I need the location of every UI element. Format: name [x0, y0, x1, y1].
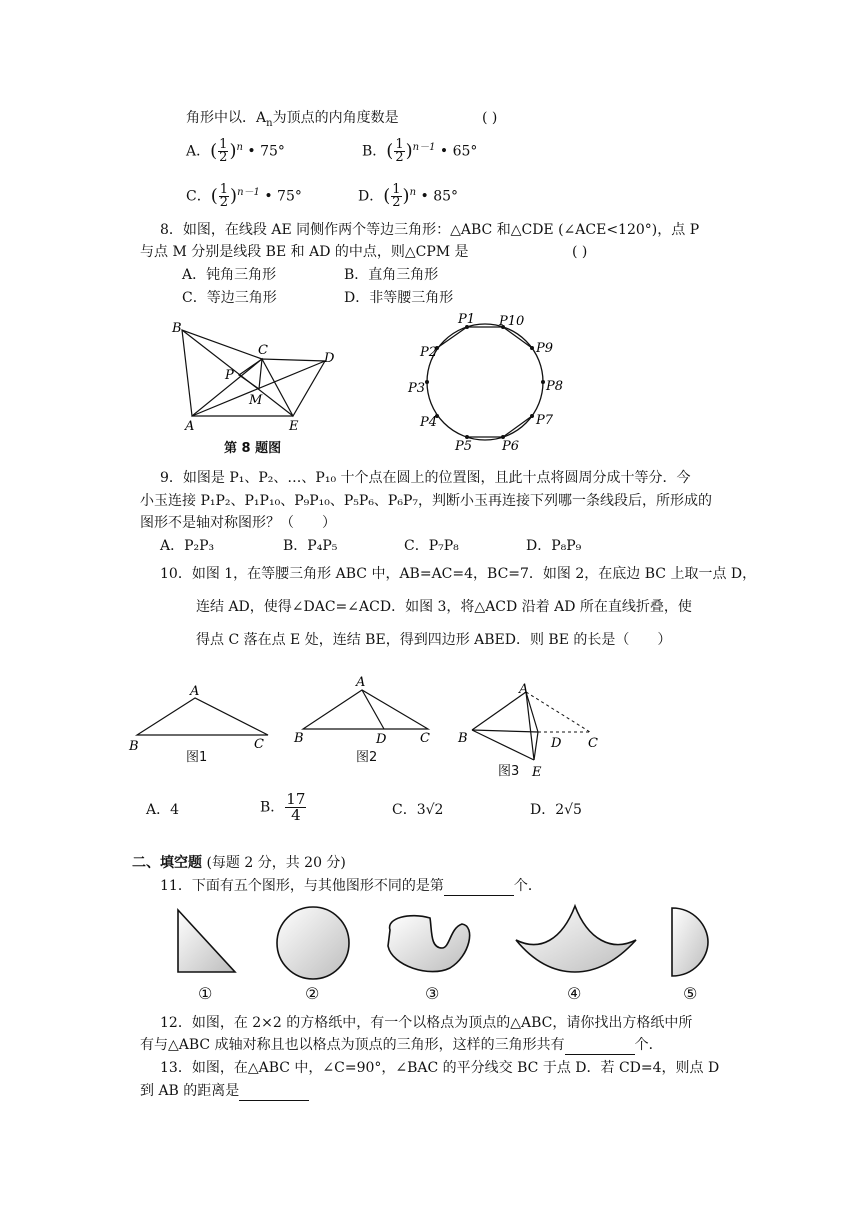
- q11-shape-semicircle: [672, 908, 708, 976]
- q10-line3: 得点 C 落在点 E 处，连结 BE，得到四边形 ABED．则 BE 的长是（ ）: [196, 632, 672, 648]
- q8-line2: 与点 M 分别是线段 BE 和 AD 的中点，则△CPM 是: [140, 244, 469, 260]
- q9-label-p1: P1: [458, 312, 476, 327]
- q11-shape-crescent: [388, 916, 470, 972]
- svg-text:B: B: [458, 731, 468, 746]
- q8-label-m: M: [249, 393, 263, 408]
- q9-option-d: D．P₈P₉: [526, 538, 582, 554]
- q8-label-c: C: [258, 343, 268, 358]
- q9-label-p5: P5: [455, 439, 473, 454]
- svg-text:C: C: [588, 736, 598, 751]
- q11-num-4: ④: [567, 984, 582, 1003]
- q13-line2: 到 AB 的距离是: [140, 1081, 309, 1101]
- q9-option-c: C．P₇P₈: [404, 538, 459, 554]
- q8-option-c: C．等边三角形: [182, 290, 277, 306]
- q11-num-1: ①: [198, 984, 213, 1003]
- q11-num-3: ③: [425, 984, 440, 1003]
- q8-label-e: E: [289, 419, 299, 434]
- q10-line2: 连结 AD，使得∠DAC=∠ACD．如图 3，将△ACD 沿着 AD 所在直线折叠，使: [196, 599, 692, 615]
- q10-fig2-caption: 图2: [356, 750, 378, 765]
- q11-shapes: [160, 900, 720, 982]
- svg-text:A: A: [190, 684, 200, 699]
- q7-option-c: C．( $\frac{1}{2}$ )$^{n-1}$ • 75°: [186, 182, 302, 211]
- q8-figure: [165, 318, 345, 438]
- q8-option-b: B．直角三角形: [344, 267, 439, 283]
- q7-option-d: D．( $\frac{1}{2}$ )$^n$ • 85°: [358, 182, 459, 211]
- svg-text:E: E: [532, 765, 542, 780]
- svg-text:D: D: [551, 736, 562, 751]
- q9-label-p8: P8: [546, 379, 564, 394]
- q10-fig3-caption: 图3: [498, 764, 520, 779]
- q8-option-d: D．非等腰三角形: [344, 290, 454, 306]
- q12-line2: 有与△ABC 成轴对称且也以格点为顶点的三角形，这样的三角形共有 个．: [140, 1037, 663, 1053]
- q9-line3: 图形不是轴对称图形？（ ）: [140, 515, 336, 531]
- q11-line1: 11．下面有五个图形，与其他图形不同的是第 个．: [160, 878, 542, 894]
- q11-shape-circle: [277, 907, 349, 979]
- q10-line1: 10．如图 1，在等腰三角形 ABC 中，AB=AC=4，BC=7．如图 2，在底边 BC 上取一点 D，: [160, 566, 757, 582]
- q9-option-a: A．P₂P₃: [160, 538, 215, 554]
- q7-option-b: B．( $\frac{1}{2}$ )$^{n-1}$ • 65°: [362, 137, 478, 166]
- q7-answer-bracket: ( ): [482, 110, 498, 126]
- q8-answer-bracket: ( ): [572, 244, 588, 260]
- svg-text:B: B: [129, 739, 139, 754]
- q8-label-b: B: [172, 321, 182, 336]
- svg-text:C: C: [420, 731, 430, 746]
- q9-label-p2: P2: [420, 345, 438, 360]
- svg-text:C: C: [254, 737, 264, 752]
- q13-line1: 13．如图，在△ABC 中，∠C=90°，∠BAC 的平分线交 BC 于点 D．若 CD=4，则点 D: [160, 1060, 720, 1076]
- q9-label-p10: P10: [499, 314, 525, 329]
- q9-label-p7: P7: [536, 413, 554, 428]
- q10-option-b: B． $\frac{17}{4}$: [260, 790, 306, 824]
- svg-text:A: A: [519, 682, 529, 697]
- q10-option-d: D．2√5: [530, 802, 582, 818]
- q10-figure-3: [454, 680, 614, 785]
- q8-figure-caption: 第 8 题图: [224, 441, 282, 456]
- q9-label-p3: P3: [408, 381, 426, 396]
- q9-option-b: B．P₄P₅: [283, 538, 338, 554]
- q9-line1: 9．如图是 P₁、P₂、…、P₁₀ 十个点在圆上的位置图，且此十点将圆周分成十等分．今: [160, 470, 691, 486]
- section-2-heading: 二、填空题 (每题 2 分，共 20 分): [132, 855, 346, 871]
- q8-line1: 8．如图，在线段 AE 同侧作两个等边三角形：△ABC 和△CDE (∠ACE<120°)，点 P: [160, 222, 700, 238]
- q11-shape-cusp: [516, 906, 636, 972]
- q9-figure: [398, 312, 568, 456]
- q11-num-5: ⑤: [683, 984, 698, 1003]
- q8-option-a: A．钝角三角形: [182, 267, 277, 283]
- q7-option-a: A．( $\frac{1}{2}$ )$^n$ • 75°: [186, 137, 285, 166]
- q9-line2: 小玉连接 P₁P₂、P₁P₁₀、P₉P₁₀、P₅P₆、P₆P₇，判断小玉再连接下列哪一条线段后，所形成的: [140, 493, 712, 509]
- q8-label-p: P: [225, 368, 234, 383]
- q9-label-p6: P6: [502, 439, 520, 454]
- svg-text:B: B: [294, 731, 304, 746]
- q9-label-p4: P4: [420, 415, 438, 430]
- q9-label-p9: P9: [536, 341, 554, 356]
- svg-text:A: A: [356, 675, 366, 690]
- q10-fig1-caption: 图1: [186, 750, 208, 765]
- q10-option-a: A．4: [146, 802, 180, 818]
- q11-shape-triangle: [178, 910, 235, 972]
- q8-label-d: D: [324, 351, 335, 366]
- q11-num-2: ②: [305, 984, 320, 1003]
- svg-text:D: D: [376, 732, 387, 747]
- q10-option-c: C．3√2: [392, 802, 444, 818]
- q8-label-a: A: [185, 419, 195, 434]
- q7-stem: 角形中以．$A_n$为顶点的内角度数是: [186, 110, 399, 129]
- q12-line1: 12．如图，在 2×2 的方格纸中，有一个以格点为顶点的△ABC，请你找出方格纸中所: [160, 1015, 693, 1031]
